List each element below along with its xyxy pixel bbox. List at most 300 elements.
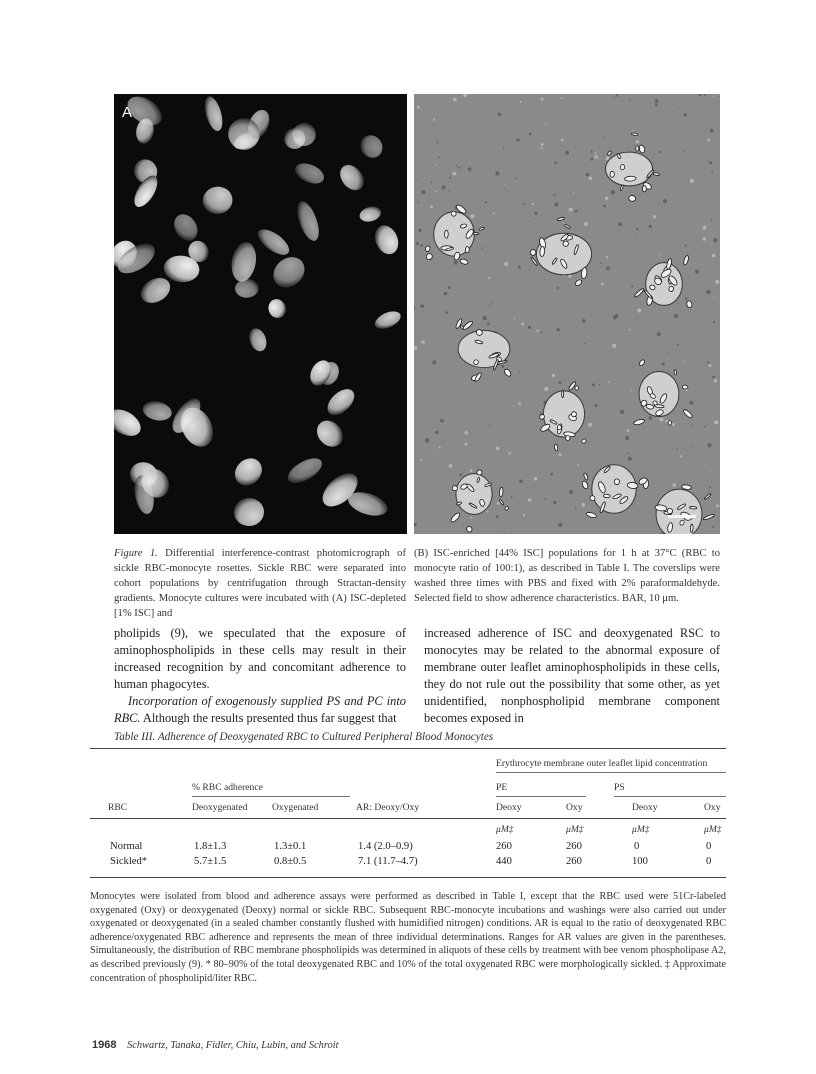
micrograph-cell [312, 415, 348, 452]
micrograph-grain [657, 417, 658, 418]
micrograph-grain [618, 222, 622, 226]
micrograph-sickle-cell [557, 424, 562, 430]
micrograph-grain [553, 194, 555, 196]
micrograph-sickle-cell [581, 438, 587, 444]
cell-pe-oxy: 260 [566, 856, 582, 867]
micrograph-sickle-cell [638, 359, 645, 366]
micrograph-grain [491, 302, 492, 303]
group-header-rule [496, 772, 726, 773]
section-heading: Incorporation of exogenously supplied PS and PC into RBC. [114, 694, 406, 725]
micrograph-grain [691, 446, 692, 447]
micrograph-grain [421, 340, 424, 343]
micrograph-grain [703, 226, 707, 230]
pe-header: PE [496, 782, 508, 793]
micrograph-grain [470, 469, 473, 472]
micrograph-grain [660, 417, 664, 421]
micrograph-grain [535, 218, 536, 219]
micrograph-grain [712, 376, 715, 379]
micrograph-sickle-cell [607, 150, 612, 155]
micrograph-grain [590, 150, 592, 152]
micrograph-grain [448, 286, 451, 289]
micrograph-grain [561, 97, 563, 99]
micrograph-grain [603, 156, 604, 157]
micrograph-grain [488, 277, 490, 279]
micrograph-grain [425, 438, 429, 442]
micrograph-grain [601, 283, 604, 286]
micrograph-grain [673, 107, 674, 108]
col-header-ar: AR: Deoxy/Oxy [356, 802, 420, 813]
cell-ps-oxy: 0 [706, 856, 712, 867]
micrograph-grain [655, 103, 658, 106]
figure-caption-left-text: Differential interference-contrast photomicrograph of sickle RBC-monocyte rosettes. Sickle RBC were separated into cohort populations by centrifugation through Stractan-density gradients. Monocyte cultures were incubated with (A) ISC-depleted [1% ISC] and [114, 548, 406, 619]
micrograph-sickle-cell [563, 241, 569, 247]
micrograph-grain [523, 514, 525, 516]
cell-deoxygenated: 5.7±1.5 [194, 856, 227, 867]
micrograph-grain [603, 137, 604, 138]
micrograph-sickle-cell [575, 386, 579, 391]
micrograph-grain [516, 138, 519, 141]
micrograph-grain [489, 306, 490, 307]
micrograph-grain [518, 402, 521, 405]
micrograph-grain [557, 328, 560, 331]
micrograph-grain [615, 314, 618, 317]
micrograph-grain [632, 130, 633, 131]
micrograph-sickle-cell [540, 246, 545, 256]
micrograph-sickle-cell [450, 512, 461, 524]
micrograph-grain [637, 308, 641, 312]
micrograph-sickle-cell [503, 368, 512, 377]
micrograph-grain [541, 147, 543, 149]
micrograph-grain [595, 152, 597, 154]
micrograph-cell [229, 240, 259, 283]
micrograph-sickle-cell [466, 525, 473, 533]
micrograph-grain [440, 419, 444, 423]
micrograph-sickle-cell [530, 249, 536, 255]
micrograph-cell [266, 296, 289, 320]
micrograph-sickle-cell [682, 385, 688, 389]
micrograph-sickle-cell [614, 479, 620, 485]
micrograph-grain [704, 426, 706, 428]
col-header-pe-deoxy: Deoxy [496, 802, 522, 813]
micrograph-grain [638, 503, 639, 504]
micrograph-grain [508, 452, 511, 455]
micrograph-sickle-cell [574, 279, 582, 287]
micrograph-grain [714, 379, 717, 382]
micrograph-grain [662, 363, 665, 366]
micrograph-grain [713, 238, 717, 242]
micrograph-grain [575, 210, 578, 213]
micrograph-grain [471, 517, 473, 519]
micrograph-grain [432, 360, 436, 364]
micrograph-grain [631, 285, 633, 287]
micrograph-sickle-cell [643, 186, 647, 192]
micrograph-sickle-cell [557, 217, 565, 221]
micrograph-grain [636, 228, 638, 230]
cell-ps-deoxy: 0 [634, 841, 640, 852]
micrograph-cell [141, 399, 174, 424]
micrograph-grain [684, 113, 687, 116]
micrograph-grain [458, 167, 460, 169]
micrograph-sickle-cell [638, 144, 645, 153]
figure-caption-left [114, 546, 406, 621]
micrograph-cell [284, 453, 326, 488]
micrograph-monocyte [656, 489, 702, 534]
micrograph-grain [680, 455, 682, 457]
col-header-rbc: RBC [108, 802, 128, 813]
micrograph-cell [292, 159, 327, 187]
micrograph-grain [483, 316, 487, 320]
micrograph-grain [515, 177, 517, 179]
micrograph-cell [114, 404, 145, 441]
micrograph-grain [589, 177, 592, 180]
micrograph-grain [713, 321, 715, 323]
micrograph-sickle-cell [690, 524, 693, 532]
micrograph-grain [541, 143, 544, 146]
micrograph-grain [628, 457, 632, 461]
figure-panel-a-photo [114, 94, 407, 534]
micrograph-grain [577, 464, 579, 466]
micrograph-sickle-cell [460, 258, 469, 265]
micrograph-grain [523, 203, 525, 205]
micrograph-grain [714, 297, 715, 298]
micrograph-grain [444, 292, 448, 296]
scale-bar [668, 515, 696, 518]
micrograph-sickle-cell [504, 506, 509, 511]
micrograph-monocyte [592, 465, 636, 514]
micrograph-sickle-cell [425, 245, 431, 251]
micrograph-sickle-cell [690, 506, 697, 509]
micrograph-sickle-cell [704, 493, 712, 500]
micrograph-grain [420, 244, 423, 247]
micrograph-sickle-cell [633, 419, 645, 426]
micrograph-grain [521, 322, 524, 325]
micrograph-grain [550, 473, 553, 476]
ps-header: PS [614, 782, 625, 793]
micrograph-grain [460, 474, 463, 477]
micrograph-grain [636, 140, 640, 144]
micrograph-grain [711, 219, 713, 221]
micrograph-sickle-cell [499, 487, 503, 497]
micrograph-grain [606, 267, 610, 271]
micrograph-sickle-cell [636, 146, 639, 151]
figure-label: Figure 1. [114, 548, 158, 559]
micrograph-grain [631, 390, 632, 391]
micrograph-grain [419, 243, 421, 245]
micrograph-grain [672, 483, 676, 487]
micrograph-cell [293, 199, 323, 244]
micrograph-grain [417, 201, 419, 203]
micrograph-cell [235, 278, 260, 298]
micrograph-sickle-cell [667, 508, 672, 513]
body-paragraph-text: Although the results presented thus far suggest that [140, 711, 397, 725]
micrograph-grain [495, 171, 499, 175]
micrograph-grain [504, 262, 508, 266]
micrograph-grain [416, 179, 417, 180]
micrograph-grain [676, 448, 677, 449]
micrograph-grain [614, 97, 615, 98]
micrograph-sickle-cell [628, 195, 636, 202]
micrograph-grain [625, 436, 629, 440]
micrograph-grain [556, 287, 558, 289]
micrograph-sickle-cell [620, 185, 624, 191]
micrograph-grain [582, 319, 586, 323]
micrograph-grain [416, 242, 419, 245]
micrograph-grain [536, 330, 538, 332]
unit-label: μM‡ [496, 824, 514, 835]
micrograph-grain [627, 453, 629, 455]
micrograph-grain [497, 502, 500, 505]
micrograph-grain [417, 106, 420, 109]
micrograph-grain [674, 314, 678, 318]
adherence-header: % RBC adherence [192, 782, 263, 793]
cell-ps-deoxy: 100 [632, 856, 648, 867]
micrograph-grain [465, 431, 469, 435]
micrograph-grain [620, 410, 624, 414]
micrograph-grain [588, 423, 592, 427]
micrograph-sickle-cell [674, 370, 677, 375]
micrograph-grain [487, 322, 490, 325]
micrograph-grain [599, 384, 601, 386]
micrograph-grain [534, 477, 538, 481]
micrograph-grain [489, 425, 491, 427]
micrograph-cell [371, 222, 403, 258]
micrograph-grain [456, 165, 458, 167]
micrograph-grain [707, 361, 709, 363]
micrograph-grain [414, 523, 417, 526]
micrograph-grain [519, 480, 523, 484]
micrograph-grain [663, 199, 667, 203]
cell-rbc: Sickled* [110, 856, 148, 867]
micrograph-grain [710, 469, 711, 470]
micrograph-grain [563, 223, 564, 224]
ps-header-rule [614, 796, 726, 797]
micrograph-grain [431, 182, 433, 184]
micrograph-cell [234, 498, 264, 527]
micrograph-grain [436, 141, 438, 143]
micrograph-sickle-cell [462, 320, 474, 331]
col-header-ps-deoxy: Deoxy [632, 802, 658, 813]
micrograph-grain [554, 162, 557, 165]
cell-pe-deoxy: 260 [496, 841, 512, 852]
figure-panel-b-photo [414, 94, 720, 534]
micrograph-grain [454, 261, 458, 265]
micrograph-grain [558, 523, 562, 527]
micrograph-sickle-cell [473, 233, 478, 235]
micrograph-sickle-cell [479, 227, 485, 231]
unit-label: μM‡ [704, 824, 722, 835]
micrograph-grain [715, 280, 719, 284]
table-top-rule [90, 748, 726, 749]
micrograph-sickle-cell [682, 408, 693, 418]
micrograph-monocyte [456, 474, 492, 515]
micrograph-sickle-cell [669, 286, 674, 292]
micrograph-grain [691, 425, 693, 427]
micrograph-grain [418, 229, 421, 232]
page-footer [92, 1039, 338, 1051]
micrograph-cell [372, 308, 403, 332]
micrograph-grain [709, 486, 711, 488]
micrograph-grain [649, 225, 652, 228]
page-number: 1968 [92, 1039, 117, 1051]
micrograph-cell [246, 326, 269, 354]
micrograph-sickle-cell [425, 252, 433, 260]
micrograph-grain [605, 197, 609, 201]
micrograph-grain [448, 190, 450, 192]
micrograph-grain [498, 113, 502, 117]
micrograph-grain [493, 212, 495, 214]
micrograph-sickle-cell [631, 133, 638, 136]
micrograph-grain [430, 206, 433, 209]
micrograph-grain [712, 254, 716, 258]
micrograph-grain [435, 191, 437, 193]
micrograph-grain [433, 118, 435, 120]
micrograph-grain [655, 99, 659, 103]
panel-a-label: A [122, 104, 133, 121]
micrograph-sickle-cell [624, 176, 636, 181]
micrograph-grain [468, 167, 472, 171]
micrograph-grain [520, 101, 522, 103]
micrograph-grain [709, 364, 712, 367]
micrograph-grain [677, 344, 679, 346]
micrograph-grain [438, 446, 440, 448]
body-paragraph: pholipids (9), we speculated that the exposure of aminophospholipids in these cells may result in their increased recognition by and concomitant adherence to human phagocytes. [114, 626, 406, 691]
micrograph-grain [487, 510, 489, 512]
body-left-column [114, 625, 406, 727]
micrograph-grain [603, 205, 606, 208]
micrograph-grain [559, 381, 562, 384]
cell-pe-deoxy: 440 [496, 856, 512, 867]
cell-oxygenated: 1.3±0.1 [274, 841, 307, 852]
micrograph-sickle-cell [703, 514, 715, 521]
micrograph-sickle-cell [683, 255, 689, 265]
micrograph-sickle-cell [686, 300, 692, 308]
cell-rbc: Normal [110, 841, 143, 852]
micrograph-cell [358, 204, 383, 224]
micrograph-grain [627, 429, 630, 432]
micrograph-grain [549, 335, 550, 336]
col-header-oxygenated: Oxygenated [272, 802, 319, 813]
micrograph-grain [552, 374, 556, 378]
micrograph-grain [707, 139, 710, 142]
micrograph-cell [201, 185, 234, 216]
figure-caption-right: (B) ISC-enriched [44% ISC] populations for 1 h at 37°C (RBC to monocyte ratio of 100:1), as described in Table I. The coverslips were washed three times with PBS and fixed with 2% paraformaldehyde. Selected field to show adherence characteristics. BAR, 10 μm. [414, 548, 720, 604]
micrograph-grain [575, 508, 576, 509]
micrograph-grain [714, 420, 718, 424]
micrograph-grain [422, 190, 426, 194]
adherence-header-rule [192, 796, 350, 797]
micrograph-grain [554, 203, 558, 207]
micrograph-cell [229, 453, 267, 491]
micrograph-grain [709, 161, 712, 164]
micrograph-cell [201, 94, 225, 133]
micrograph-grain [561, 139, 564, 142]
micrograph-grain [585, 173, 589, 177]
body-right-column: increased adherence of ISC and deoxygenated RSC to monocytes may be related to the abnormal exposure of membrane outer leaflet aminophospholipids in these cells, they do not rule out the possibility that some other, as yet unidentified, nonphospholipid membrane component becomes exposed in [424, 626, 720, 725]
micrograph-grain [545, 123, 547, 125]
body-paragraph [114, 693, 406, 727]
table-title: Table III. Adherence of Deoxygenated RBC to Cultured Peripheral Blood Monocytes [114, 731, 494, 743]
micrograph-grain [435, 431, 438, 434]
micrograph-monocyte [543, 391, 584, 437]
micrograph-grain [519, 371, 520, 372]
micrograph-grain [414, 346, 417, 350]
micrograph-cell [254, 225, 293, 260]
micrograph-grain [559, 453, 562, 456]
micrograph-sickle-cell [634, 288, 645, 298]
micrograph-grain [616, 94, 619, 97]
micrograph-cell [335, 160, 368, 194]
micrograph-grain [710, 129, 714, 133]
micrograph-grain [659, 151, 661, 153]
running-authors: Schwartz, Tanaka, Fidler, Chiu, Lubin, and Schroit [127, 1040, 339, 1051]
micrograph-grain [683, 361, 685, 363]
micrograph-grain [708, 443, 712, 447]
micrograph-grain [612, 344, 616, 348]
micrograph-grain [534, 212, 537, 215]
micrograph-grain [569, 208, 573, 212]
micrograph-cell [169, 210, 202, 245]
micrograph-grain [635, 234, 636, 235]
micrograph-grain [449, 464, 453, 468]
micrograph-grain [668, 358, 669, 359]
micrograph-grain [672, 423, 675, 426]
micrograph-grain [435, 164, 437, 166]
micrograph-grain [629, 100, 631, 102]
micrograph-sickle-cell [564, 224, 570, 229]
micrograph-grain [657, 332, 661, 336]
micrograph-grain [582, 503, 586, 507]
micrograph-grain [704, 94, 706, 96]
micrograph-grain [690, 179, 694, 183]
micrograph-grain [529, 132, 532, 135]
micrograph-sickle-cell [562, 390, 564, 398]
micrograph-a-illustration [114, 94, 407, 534]
micrograph-grain [438, 157, 440, 159]
micrograph-grain [590, 158, 593, 161]
micrograph-grain [501, 365, 504, 368]
micrograph-grain [420, 304, 424, 308]
cell-ar: 1.4 (2.0–0.9) [358, 841, 413, 852]
table-bottom-rule [90, 877, 726, 878]
micrograph-sickle-cell [583, 473, 588, 481]
col-header-deoxygenated: Deoxygenated [192, 802, 248, 813]
micrograph-grain [611, 190, 615, 194]
micrograph-grain [518, 266, 521, 269]
micrograph-grain [420, 459, 422, 461]
micrograph-sickle-cell [566, 436, 570, 441]
cell-deoxygenated: 1.8±1.3 [194, 841, 227, 852]
micrograph-grain [449, 177, 451, 179]
micrograph-grain [496, 447, 500, 451]
micrograph-grain [685, 298, 687, 300]
micrograph-grain [573, 192, 575, 194]
micrograph-grain [660, 254, 662, 256]
micrograph-sickle-cell [581, 480, 589, 489]
table-footnote: Monocytes were isolated from blood and adherence assays were performed as described in Table I, except that the RBC used were 51Cr-labeled oxygenated (Oxy) or deoxygenated (Deoxy) normal or sickle RBC. Subsequent RBC-monocyte incubations and washings were also carried out under oxygenated or deoxygenated (in a sealed chamber constantly flushed with humidified nitrogen) conditions. AR is equal to the ratio of deoxygenated RBC adherence/oxygenated RBC adherence and represents the mean of three individual determinations. Ranges for AR values are given in the parentheses. Simultaneously, the distribution of RBC membrane phospholipids was determined in aliquots of these cells by treatment with bee venom phospholipase A2, as described previously (9). * 80–90% of the total deoxygenated RBC and 10% of the total oxygenated RBC were morphologically sickled. ‡ Approximate concentration of phospholipid/liter RBC. [90, 891, 726, 984]
micrograph-grain [706, 290, 710, 294]
micrograph-grain [470, 214, 474, 218]
micrograph-grain [584, 222, 588, 226]
micrograph-grain [595, 404, 598, 407]
micrograph-sickle-cell [554, 444, 559, 451]
micrograph-grain [649, 416, 652, 419]
micrograph-grain [446, 311, 449, 314]
micrograph-grain [544, 387, 548, 391]
micrograph-grain [565, 151, 569, 155]
micrograph-grain [514, 318, 515, 319]
micrograph-grain [485, 201, 487, 203]
unit-label: μM‡ [566, 824, 584, 835]
